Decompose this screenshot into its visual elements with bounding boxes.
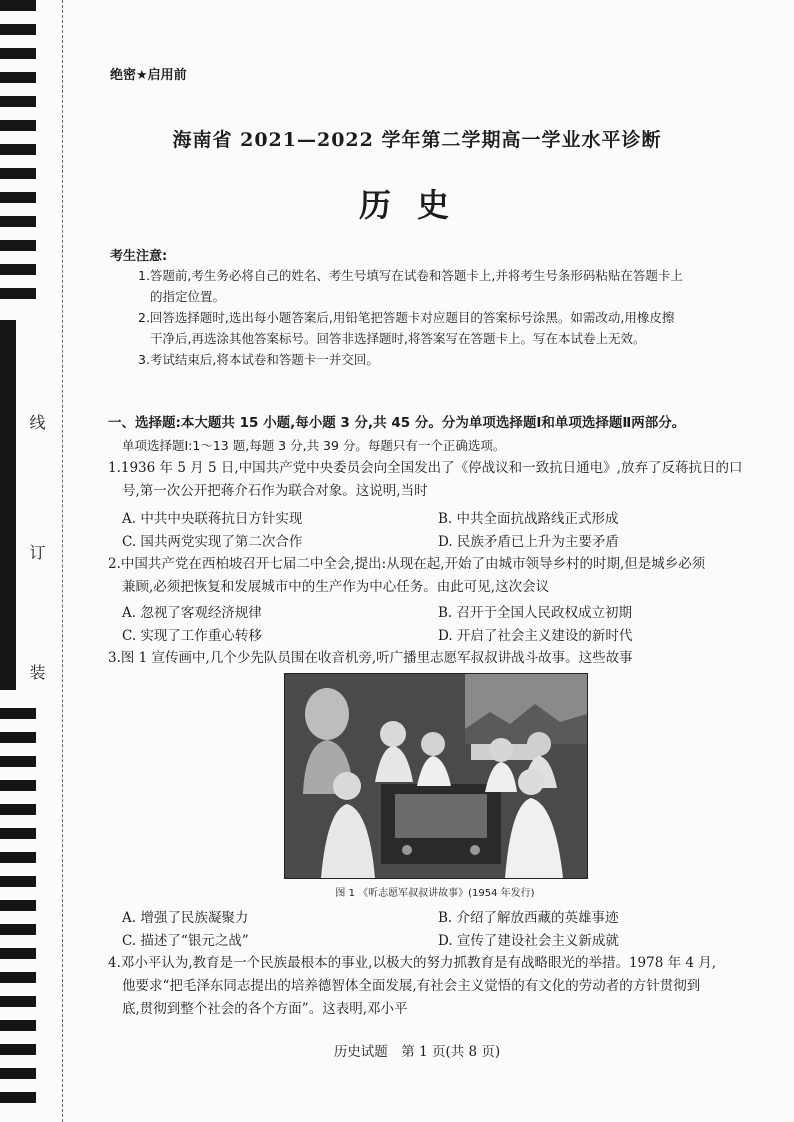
confidential-label: 绝密★启用前 [110,68,187,83]
exam-title: 海南省 2021—2022 学年第二学期高一学业水平诊断 [172,129,662,151]
question-4 [108,952,768,1021]
notice-title: 考生注意: [110,249,168,264]
subject-title: 历史 [358,186,475,224]
question-line: 2.中国共产党在西柏坡召开七届二中全会,提出:从现在起,开始了由城市领导乡村的时期,但是城乡必须 [108,556,706,572]
question-line: 1.1936 年 5 月 5 日,中国共产党中央委员会向全国发出了《停战议和一致抗日通电》,放弃了反蒋抗日的口 [108,460,743,476]
option-2a[interactable]: A. 忽视了客观经济规律 [122,605,262,621]
option-1d[interactable]: D. 民族矛盾已上升为主要矛盾 [438,534,619,550]
binding-mark-seal: 订 [27,544,46,560]
option-3c[interactable]: C. 描述了“银元之战” [122,933,249,949]
question-3 [108,647,768,670]
binding-strip [0,0,46,1122]
question-line: 兼顾,必须把恢复和发展城市中的生产作为中心任务。由此可见,这次会议 [122,579,550,595]
page-footer: 历史试题 第 1 页(共 8 页) [333,1044,501,1060]
binding-line [62,0,63,1122]
question-line: 3.图 1 宣传画中,几个少先队员围在收音机旁,听广播里志愿军叔叔讲战斗故事。这些故事 [108,650,633,666]
notice-line: 干净后,再选涂其他答案标号。回答非选择题时,将答案写在答题卡上。写在本试卷上无效。 [150,331,646,346]
figure-caption: 图 1 《听志愿军叔叔讲故事》(1954 年发行) [335,888,535,899]
option-1a[interactable]: A. 中共中央联蒋抗日方针实现 [122,511,303,527]
section-subheading: 单项选择题Ⅰ:1～13 题,每题 3 分,共 39 分。每题只有一个正确选项。 [122,438,506,453]
option-3b[interactable]: B. 介绍了解放西藏的英雄事迹 [438,910,619,926]
option-2c[interactable]: C. 实现了工作重心转移 [122,628,262,644]
notice-line: 1.答题前,考生务必将自己的姓名、考生号填写在试卷和答题卡上,并将考生号条形码粘贴在答题卡上 [138,268,683,283]
question-2 [108,553,768,599]
question-line: 他要求“把毛泽东同志提出的培养德智体全面发展,有社会主义觉悟的有文化的劳动者的方针贯彻到 [122,978,701,994]
option-2d[interactable]: D. 开启了社会主义建设的新时代 [438,628,633,644]
children-radio-illustration [285,674,587,878]
option-2b[interactable]: B. 召开于全国人民政权成立初期 [438,605,633,621]
question-line: 4.邓小平认为,教育是一个民族最根本的事业,以极大的努力抓教育是有战略眼光的举措。1978 年 4 月, [108,955,717,971]
question-line: 号,第一次公开把蒋介石作为联合对象。这说明,当时 [122,483,428,499]
option-3d[interactable]: D. 宣传了建设社会主义新成就 [438,933,619,949]
section-heading: 一、选择题:本大题共 15 小题,每小题 3 分,共 45 分。分为单项选择题Ⅰ和单项选择题Ⅱ两部分。 [108,415,686,431]
notice-line: 的指定位置。 [150,289,226,304]
figure-propaganda-painting [284,673,588,879]
binding-mark-line: 线 [27,414,46,430]
option-1c[interactable]: C. 国共两党实现了第二次合作 [122,534,303,550]
option-1b[interactable]: B. 中共全面抗战路线正式形成 [438,511,619,527]
binding-mark-bind: 装 [27,664,46,680]
option-3a[interactable]: A. 增强了民族凝聚力 [122,910,249,926]
notice-line: 3.考试结束后,将本试卷和答题卡一并交回。 [138,352,379,367]
question-1 [108,457,768,503]
question-line: 底,贯彻到整个社会的各个方面”。这表明,邓小平 [122,1001,408,1017]
notice-line: 2.回答选择题时,选出每小题答案后,用铅笔把答题卡对应题目的答案标号涂黑。如需改动,用橡皮擦 [138,310,675,325]
